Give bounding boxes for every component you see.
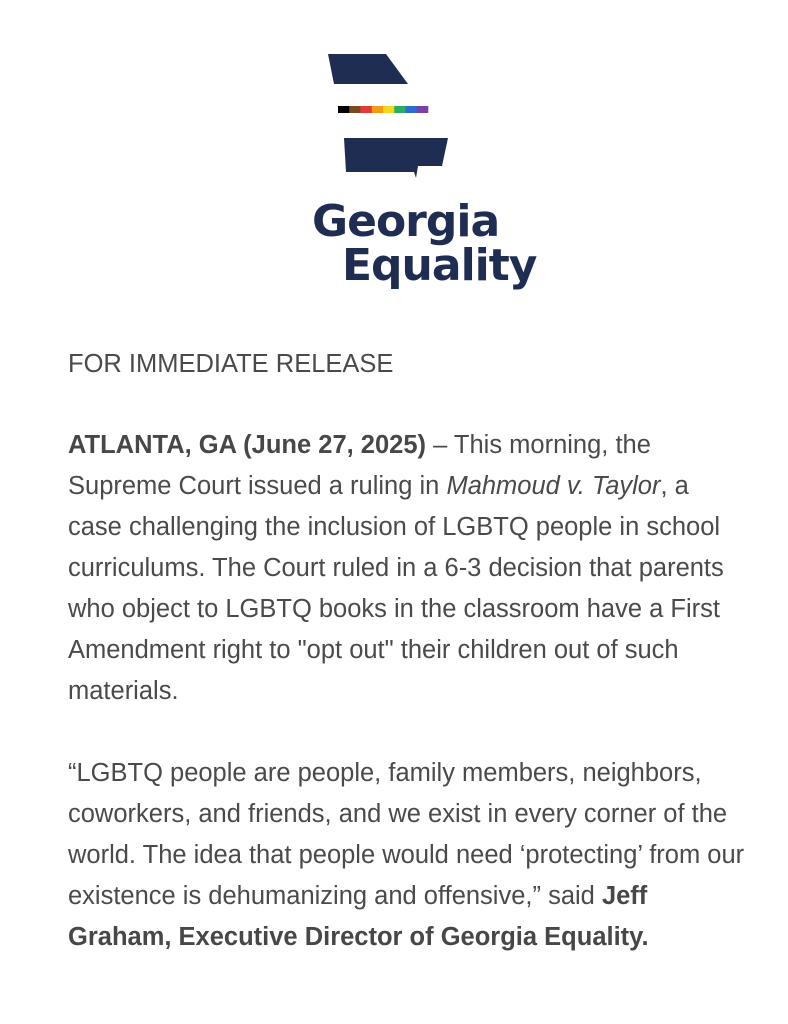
- georgia-equality-logo: [0, 0, 788, 310]
- logo-wordmark: [312, 196, 537, 291]
- pride-stripe-segment: [394, 106, 406, 113]
- paragraph-ruling-text-a: – This morning, the Supreme Court issued a ruling in: [68, 431, 651, 500]
- release-label: FOR IMMEDIATE RELEASE: [68, 350, 394, 378]
- logo-word-georgia: Georgia: [312, 196, 500, 247]
- quote-text: “LGBTQ people are people, family members, neighbors, coworkers, and friends, and we exist in every corner of the world. The idea that people would need ‘protecting’ from our existence is dehumanizing and offensive,” said: [68, 759, 745, 910]
- pride-stripe-segment: [372, 106, 384, 113]
- pride-stripe-segment: [417, 106, 429, 113]
- speaker-attribution: Jeff Graham, Executive Director of Georgia Equality.: [68, 882, 649, 951]
- case-name: Mahmoud v. Taylor: [446, 472, 661, 500]
- logo-word-equality: Equality: [342, 240, 537, 291]
- pride-stripe-segment: [338, 106, 350, 113]
- dateline: ATLANTA, GA (June 27, 2025): [68, 431, 427, 459]
- paragraph-quote: [68, 753, 748, 958]
- paragraph-ruling-text-b: , a case challenging the inclusion of LGBTQ people in school curriculums. The Court ruled in a 6-3 decision that parents who object to LGBTQ books in the classroom have a First Amendment right to "opt out" their children out of such materials.: [68, 472, 724, 705]
- paragraph-ruling: [68, 425, 748, 712]
- pride-stripe-segment: [361, 106, 373, 113]
- pride-stripe: [338, 106, 428, 113]
- georgia-state-icon: [320, 48, 460, 188]
- state-top-block: [328, 54, 408, 84]
- state-bottom-block: [344, 138, 448, 178]
- pride-stripe-segment: [406, 106, 418, 113]
- press-release-body: [68, 344, 748, 999]
- pride-stripe-segment: [349, 106, 361, 113]
- pride-stripe-segment: [383, 106, 395, 113]
